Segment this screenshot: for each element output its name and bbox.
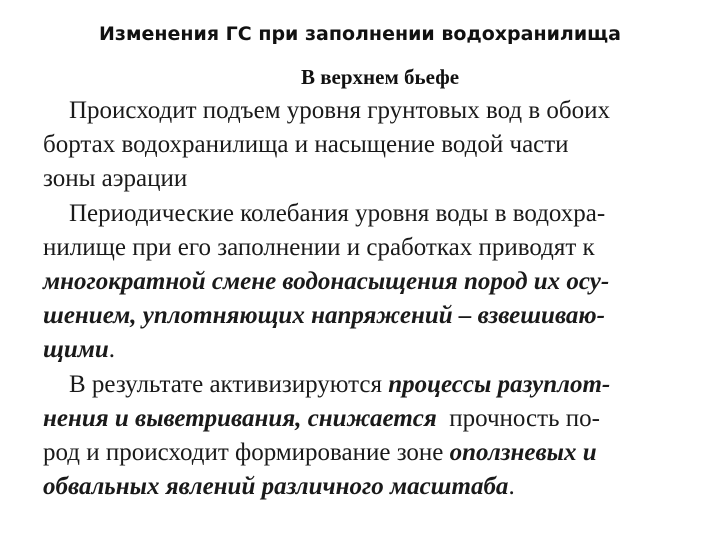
- paragraph-3-line-4: [43, 470, 693, 504]
- paragraph-2-line-5: [43, 333, 693, 367]
- paragraph-1-line-2: бортах водохранилища и насыщение водой части: [43, 131, 569, 159]
- paragraph-3-line-2: [43, 402, 693, 436]
- paragraph-2-line-1: Периодические колебания уровня воды в водохра-: [69, 199, 606, 227]
- paragraph-3-line-2-emphasis: нения и выветривания, снижается: [43, 404, 437, 432]
- paragraph-3-line-3-emphasis: оползневых и: [449, 439, 597, 467]
- paragraph-3-line-4-emphasis: обвальных явлений различного масштаба: [43, 473, 509, 501]
- paragraph-2-line-2: нилище при его заполнении и сработках приводят к: [43, 233, 595, 261]
- paragraph-2-line-4: шением, уплотняющих напряжений – взвешиваю-: [43, 302, 606, 330]
- paragraph-3-line-3-text: род и происходит формирование зоне: [43, 439, 450, 467]
- paragraph-3-line-4-end: .: [508, 473, 515, 501]
- paragraph-3-line-1-text: В результате активизируются: [69, 370, 389, 398]
- paragraph-1-line-3: зоны аэрации: [43, 165, 188, 193]
- paragraph-1-line-1: Происходит подъем уровня грунтовых вод в обоих: [69, 97, 610, 124]
- paragraph-2-line-5-emphasis: щими: [43, 336, 109, 364]
- paragraph-2-line-3: многократной смене водонасыщения пород их осу-: [43, 268, 610, 296]
- body-text: [43, 94, 693, 504]
- slide-title: Изменения ГС при заполнении водохранилища: [99, 23, 621, 45]
- paragraph-2-line-5-end: .: [108, 336, 116, 364]
- slide-subtitle: В верхнем бьефе: [300, 65, 460, 89]
- paragraph-3-line-1: [43, 368, 693, 402]
- paragraph-3-line-1-emphasis: процессы разуплот-: [388, 370, 611, 398]
- paragraph-3-line-2-text: прочность по-: [436, 404, 600, 432]
- paragraph-3-line-3: [43, 436, 693, 470]
